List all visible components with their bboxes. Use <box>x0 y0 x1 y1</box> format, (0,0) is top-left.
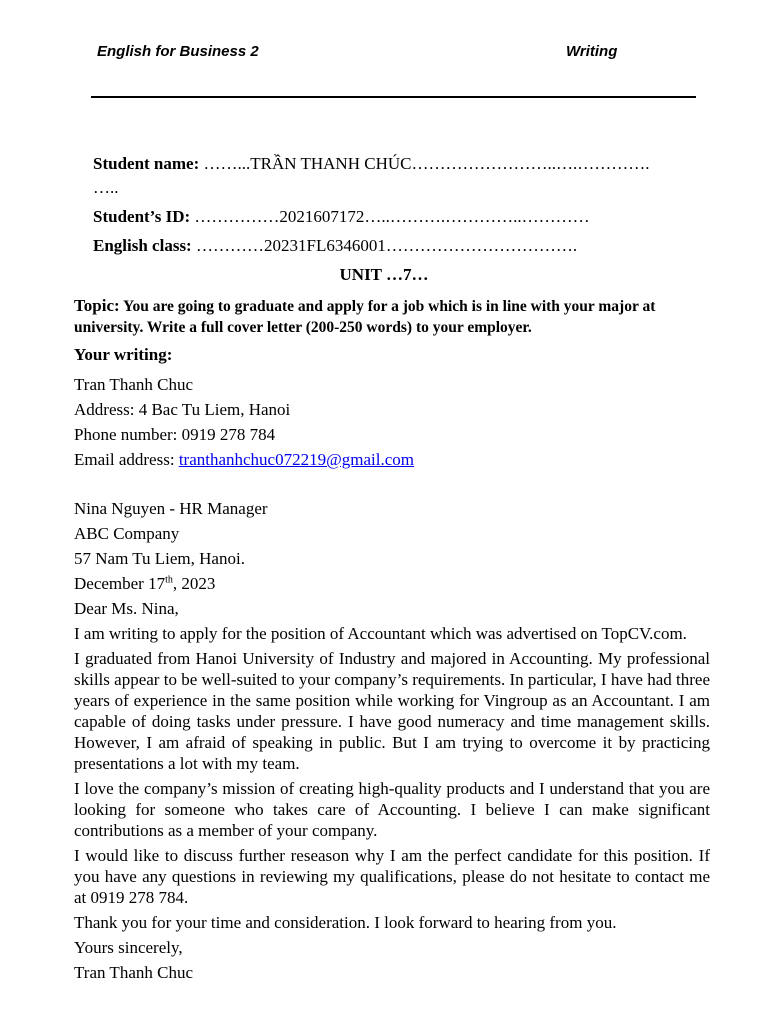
header-section-title: Writing <box>566 43 618 60</box>
student-id-value: ……………2021607172…..……….…………..………… <box>194 207 590 226</box>
paragraph-interview-request: I would like to discuss further reseason why I am the perfect candidate for this position. If you have any questions in reviewing my qualifications, please do not hesitate to contact me at 0919 278 784. <box>74 846 710 907</box>
recipient-name: Nina Nguyen - HR Manager <box>74 499 268 518</box>
unit-heading: UNIT …7… <box>339 265 429 284</box>
paragraph-motivation: I love the company’s mission of creating high-quality products and I understand that you are looking for someone who takes care of Accounting. I believe I can make significant contributions as a member of your company. <box>74 779 710 840</box>
email-label: Email address: <box>74 450 175 469</box>
paragraph-opening: I am writing to apply for the position of Accountant which was advertised on TopCV.com. <box>74 624 687 643</box>
date-suffix: , 2023 <box>172 574 216 593</box>
paragraph-thanks: Thank you for your time and consideration. I look forward to hearing from you. <box>74 913 617 932</box>
sender-email-line <box>74 449 710 474</box>
header-course-title: English for Business 2 <box>97 43 259 60</box>
topic-text: You are going to graduate and apply for a job which is in line with your major at university. Write a full cover letter (200-250 words) to your employer. <box>74 298 656 336</box>
header-divider <box>91 96 696 98</box>
signature: Tran Thanh Chuc <box>74 963 193 982</box>
date-prefix: December 17 <box>74 574 166 593</box>
english-class-line <box>93 235 698 256</box>
student-name-continuation: ….. <box>93 178 119 197</box>
student-id-line <box>93 206 698 227</box>
student-id-label: Student’s ID: <box>93 207 191 226</box>
email-link[interactable]: tranthanhchuc072219@gmail.com <box>178 450 414 469</box>
salutation: Dear Ms. Nina, <box>74 599 179 618</box>
recipient-address: 57 Nam Tu Liem, Hanoi. <box>74 549 245 568</box>
topic-block <box>74 295 710 338</box>
date-ordinal: th <box>165 574 173 586</box>
closing: Yours sincerely, <box>74 938 183 957</box>
sender-name: Tran Thanh Chuc <box>74 375 193 394</box>
cover-letter <box>74 374 710 987</box>
sender-address: Address: 4 Bac Tu Liem, Hanoi <box>74 400 291 419</box>
blank-line <box>74 474 710 498</box>
english-class-value: …………20231FL6346001……………………………. <box>195 236 578 255</box>
english-class-label: English class: <box>93 236 192 255</box>
topic-label: Topic: <box>74 296 120 315</box>
student-name-value: ……...TRẦN THANH CHÚC……………………..….…………. <box>203 154 650 173</box>
recipient-company: ABC Company <box>74 524 180 543</box>
your-writing-label: Your writing: <box>74 345 173 364</box>
student-name-line <box>93 153 698 174</box>
letter-date <box>74 573 710 598</box>
student-name-label: Student name: <box>93 154 200 173</box>
paragraph-qualifications: I graduated from Hanoi University of Industry and majored in Accounting. My professional skills appear to be well-suited to your company’s requirements. In particular, I have had three years of experience in the same position while working for Vingroup as an Accountant. I am capable of doing tasks under pressure. I have good numeracy and time management skills. However, I am afraid of speaking in public. But I am trying to overcome it by practicing presentations a lot with my team. <box>74 649 710 773</box>
sender-phone: Phone number: 0919 278 784 <box>74 425 276 444</box>
